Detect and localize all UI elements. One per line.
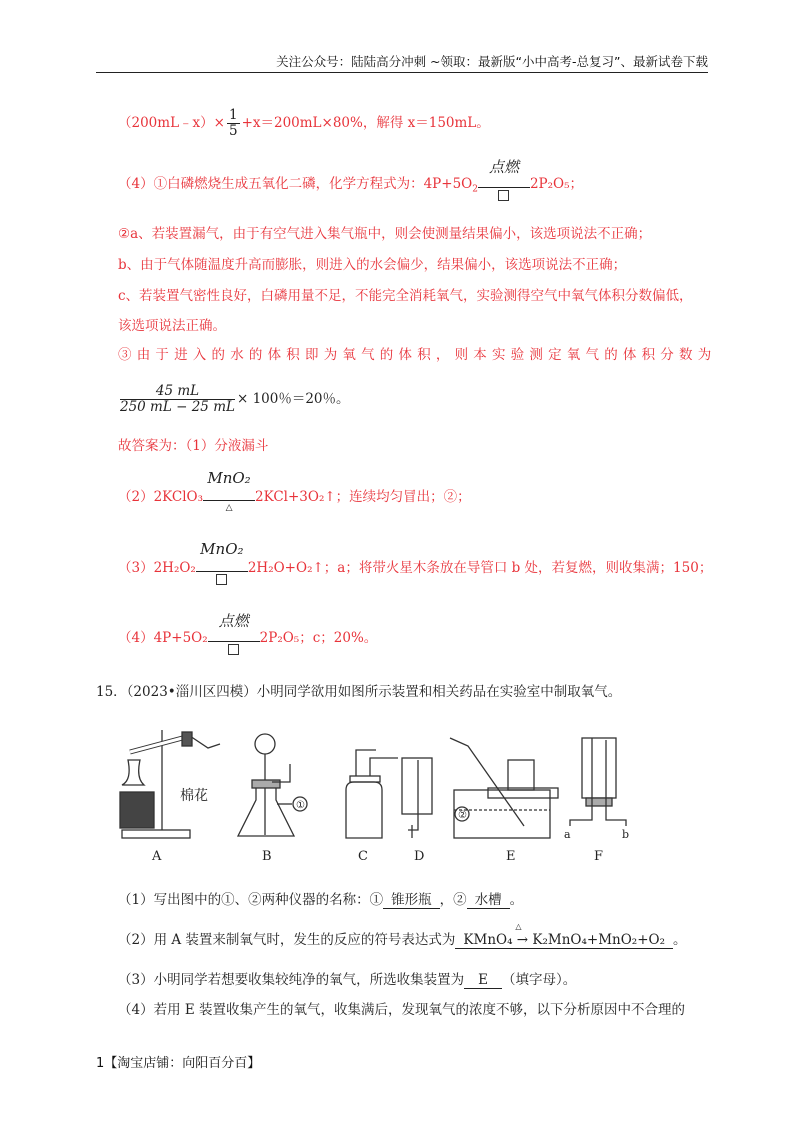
solution-line-1 — [118, 108, 490, 139]
label-c: C — [358, 849, 368, 864]
condition-text: MnO₂ — [207, 469, 251, 487]
question-stem: 15．（2023•淄川区四模）小明同学欲用如图所示装置和相关药品在实验室中制取氧气。 — [96, 684, 622, 700]
apparatus-d — [402, 758, 432, 838]
answer-line-3 — [118, 540, 713, 576]
apparatus-e — [450, 738, 558, 838]
text: （200mL﹣x）× — [118, 115, 225, 131]
answer-line-1: 故答案为：（1）分液漏斗 — [118, 438, 269, 454]
solution-line-5: c、若装置气密性良好，白磷用量不足，不能完全消耗氧气，实验测得空气中氧气体积分数偏低， — [118, 288, 693, 304]
question-part-1 — [118, 888, 523, 909]
answer-blank: 锥形瓶 — [383, 888, 440, 909]
text: （4）4P+5O₂ — [118, 630, 208, 646]
text: +x＝200mL×80%，解得 x＝150mL。 — [241, 115, 490, 131]
question-part-3 — [118, 968, 576, 989]
label-a: A — [152, 849, 162, 864]
text: 2P₂O₅； — [529, 176, 584, 192]
answer-line-2 — [118, 469, 471, 513]
text: （3）2H₂O₂ — [118, 560, 196, 576]
text: （3）小明同学若想要收集较纯净的氧气，所选收集装置为 — [118, 972, 465, 988]
text: （4）①白磷燃烧生成五氧化二磷，化学方程式为：4P+5O — [118, 176, 473, 192]
placeholder-box-icon — [498, 190, 509, 201]
label-f: F — [594, 849, 604, 864]
apparatus-figure — [112, 730, 672, 865]
frac-num: 45 mL — [120, 384, 235, 400]
solution-line-7: ③由于进入的水的体积即为氧气的体积，则本实验测定氧气的体积分数为 — [118, 347, 717, 363]
text: ，② — [439, 892, 467, 908]
solution-line-4: b、由于气体随温度升高而膨胀，则进入的水会偏少，结果偏小，该选项说法不正确； — [118, 257, 627, 273]
solution-line-2 — [118, 158, 584, 195]
text: （1）写出图中的①、②两种仪器的名称：① — [118, 892, 384, 908]
page-header: 关注公众号：陆陆高分冲刺 ~领取：最新版“小中高考-总复习”、最新试卷下载 — [276, 54, 708, 69]
label-e: E — [506, 849, 516, 864]
reaction-condition-ignite — [478, 158, 530, 192]
text: 2H₂O+O₂↑；a；将带火星木条放在导管口 b 处，若复燃，则收集满；150； — [247, 560, 713, 576]
condition-text: MnO₂ — [200, 540, 244, 558]
subscript: 2 — [472, 184, 478, 195]
label-d: D — [414, 849, 425, 864]
header-rule — [96, 72, 708, 73]
text: （2）2KClO₃ — [118, 489, 204, 505]
reaction-condition-mno2-heat — [203, 469, 255, 513]
question-part-4: （4）若用 E 装置收集产生的氧气，收集满后，发现氧气的浓度不够，以下分析原因中不合理的 — [118, 1002, 686, 1018]
answer-blank: 水槽 — [467, 888, 510, 909]
marker-2: ② — [458, 810, 467, 821]
page-footer: 1【淘宝店铺：向阳百分百】 — [96, 1056, 261, 1071]
text: 2KCl+3O₂↑；连续均匀冒出；②； — [255, 489, 471, 505]
text: × 100％＝20％。 — [236, 391, 350, 407]
answer-text: KMnO₄ → K₂MnO₄+MnO₂+O₂ — [463, 932, 665, 948]
apparatus-f — [570, 738, 626, 826]
label-b: B — [262, 849, 272, 864]
fraction-volume — [120, 384, 235, 415]
apparatus-c — [346, 750, 398, 838]
placeholder-box-icon — [216, 574, 227, 585]
cotton-label: 棉花 — [180, 788, 208, 804]
text: 2P₂O₅；c；20%。 — [259, 630, 378, 646]
solution-line-8 — [118, 384, 350, 415]
answer-line-4 — [118, 612, 378, 646]
answer-blank — [455, 922, 673, 949]
fraction-one-fifth — [227, 108, 240, 139]
port-b-label: b — [622, 828, 630, 841]
apparatus-b — [238, 734, 307, 836]
heat-symbol: △ — [515, 922, 522, 931]
text: （填字母）。 — [501, 972, 577, 988]
apparatus-a — [120, 730, 220, 838]
frac-num: 1 — [228, 107, 238, 123]
frac-den: 250 mL − 25 mL — [120, 399, 235, 415]
placeholder-box-icon — [228, 644, 239, 655]
solution-line-3: ②a、若装置漏气，由于有空气进入集气瓶中，则会使测量结果偏小，该选项说法不正确； — [118, 226, 652, 242]
reaction-condition-ignite — [208, 612, 260, 646]
condition-text: 点燃 — [488, 158, 519, 176]
marker-1: ① — [296, 800, 305, 811]
question-part-2 — [118, 922, 687, 949]
text: （2）用 A 装置来制氧气时，发生的反应的符号表达式为 — [118, 932, 456, 948]
text: 。 — [673, 932, 687, 948]
frac-den: 5 — [228, 123, 238, 139]
port-a-label: a — [564, 828, 571, 841]
text: 。 — [509, 892, 524, 908]
heat-symbol: △ — [225, 503, 233, 513]
solution-line-6: 该选项说法正确。 — [118, 318, 226, 334]
reaction-condition-mno2 — [196, 540, 248, 576]
answer-blank: E — [464, 972, 502, 989]
condition-text: 点燃 — [218, 612, 249, 630]
